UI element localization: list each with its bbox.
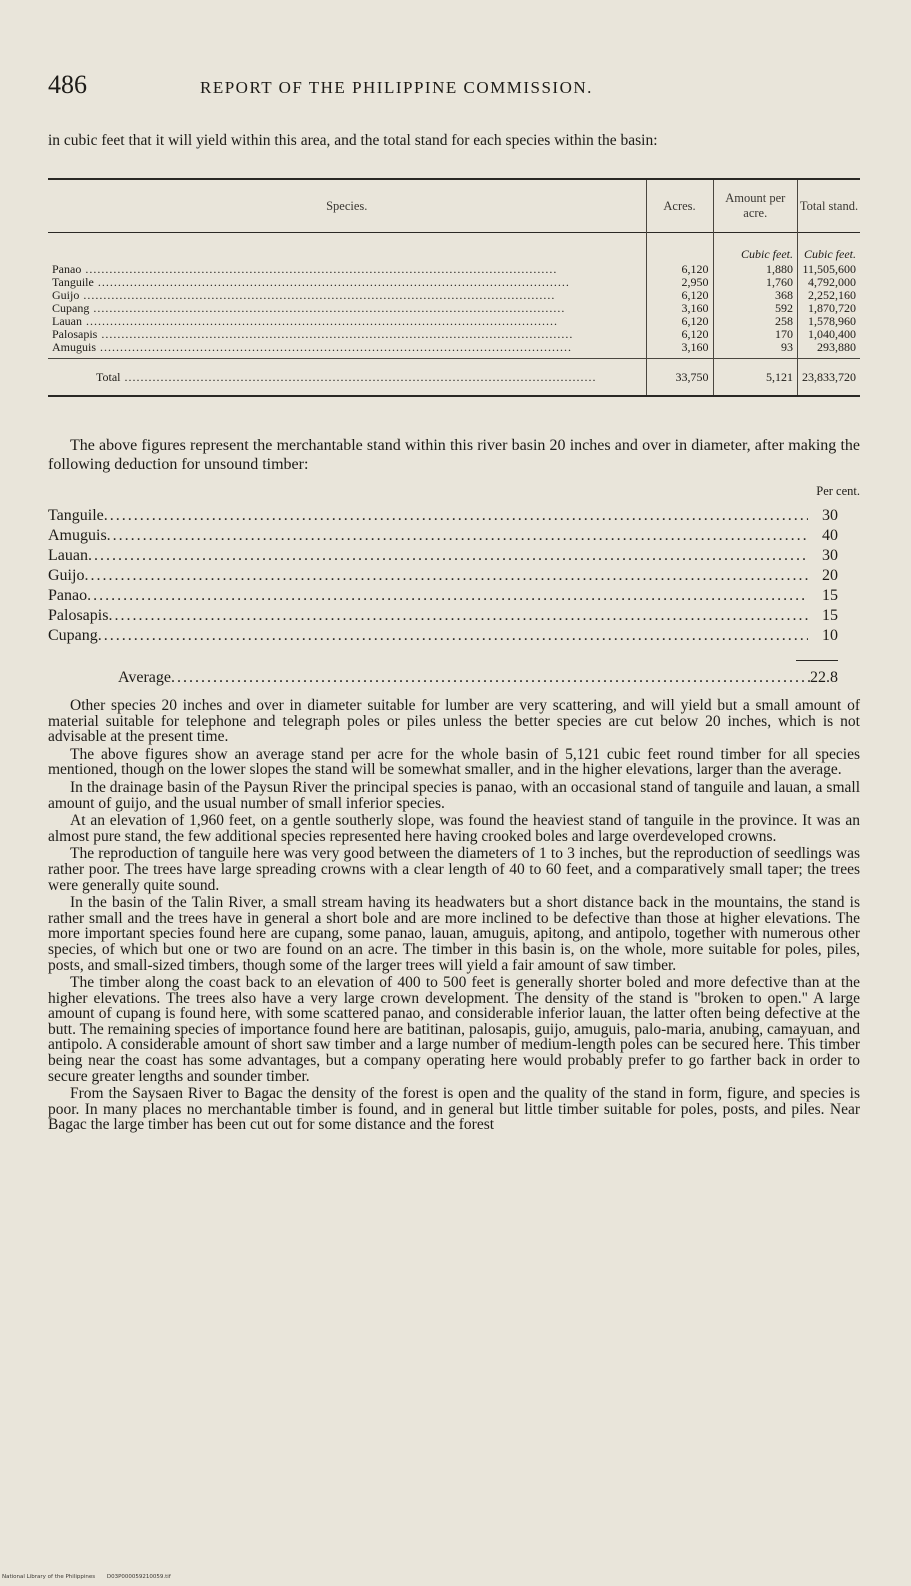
amount-cell: 1,880 — [713, 263, 797, 276]
total-cell: 1,578,960 — [798, 315, 861, 328]
unit-amount: Cubic feet. — [713, 233, 797, 264]
page-header — [48, 70, 860, 106]
deduction-species: Cupang — [48, 627, 98, 644]
total-acres: 33,750 — [646, 359, 713, 397]
total-cell: 2,252,160 — [798, 289, 861, 302]
deduction-percent: 40 — [822, 527, 838, 544]
body-paragraph: In the basin of the Talin River, a small stream having its headwaters but a short distance back in the mountains, the stand is rather small and the trees have in general a short bole and are more inclined to be defective than those at higher elevations. The more important species found here are cupang, some panao, lauan, amuguis, apitong, and antipolo, together with numerous other species, of which but one or two are found on an acre. The timber in this basin is, on the whole, more suitable for poles, piles, posts, and small-sized timbers, though some of the larger trees will yield a fair amount of saw timber. — [48, 894, 860, 974]
table-row — [48, 263, 860, 276]
amount-cell: 592 — [713, 302, 797, 315]
species-cell: Palosapis ..... — [48, 328, 646, 341]
average-rule — [796, 660, 838, 661]
amount-cell: 368 — [713, 289, 797, 302]
percent-column-header: Per cent. — [816, 484, 860, 498]
average-label: Average — [118, 669, 171, 686]
table-row — [48, 289, 860, 302]
body-paragraph: The timber along the coast back to an elevation of 400 to 500 feet is generally shorter boled and more defective than at the higher elevations. The trees also have a very large crown development. The density of the stand is "broken to open." A large amount of cupang is found here, with some scattered panao, and considerable inferior lauan, the latter often being defective at the butt. The remaining species of importance found here are batitinan, palosapis, guijo, amuguis, palo-maria, anubing, camayuan, and antipolo. A considerable amount of short saw timber and a large number of medium-length poles can be secured here. This timber being near the coast has some advantages, but a company operating here would probably prefer to go farther back in order to secure greater lengths and sounder timber. — [48, 974, 860, 1085]
body-text — [48, 698, 860, 1135]
deduction-item — [48, 546, 838, 566]
body-paragraph: The reproduction of tanguile here was very good between the diameters of 1 to 3 inches, but the reproduction of seedlings was rather poor. The trees have large spreading crowns with a clear length of 40 to 60 feet, and a comparatively small taper; the trees were generally quite sound. — [48, 845, 860, 894]
footer-library: National Library of the Philippines — [2, 1574, 96, 1580]
acres-cell: 3,160 — [646, 302, 713, 315]
species-cell: Guijo ..... — [48, 289, 646, 302]
deduction-item — [48, 566, 838, 586]
acres-cell: 3,160 — [646, 341, 713, 359]
deduction-percent: 30 — [822, 507, 838, 524]
deduction-percent: 30 — [822, 547, 838, 564]
table-row — [48, 315, 860, 328]
table-row — [48, 302, 860, 315]
body-paragraph: In the drainage basin of the Paysun River the principal species is panao, with an occasional stand of tanguile and lauan, a small amount of guijo, and the usual number of small inferior species. — [48, 778, 860, 812]
deduction-intro-paragraph: The above figures represent the merchantable stand within this river basin 20 inches and over in diameter, after making the following deduction for unsound timber: — [48, 437, 860, 473]
header-total: Total stand. — [798, 179, 861, 233]
total-stand: 23,833,720 — [798, 359, 861, 397]
body-paragraph: The above figures show an average stand per acre for the whole basin of 5,121 cubic feet round timber for all species mentioned, though on the lower slopes the stand will be somewhat smaller, and in the higher elevations, larger than the average. — [48, 745, 860, 779]
amount-cell: 170 — [713, 328, 797, 341]
species-stand-table — [48, 178, 860, 397]
body-paragraph: From the Saysaen River to Bagac the density of the forest is open and the quality of the stand in form, figure, and species is poor. In many places no merchantable timber is found, and in general but little timber suitable for poles, posts, and piles. Near Bagac the large timber has been cut out for some distance and the forest — [48, 1085, 860, 1134]
amount-cell: 93 — [713, 341, 797, 359]
species-cell: Lauan ..... — [48, 315, 646, 328]
species-cell: Cupang ..... — [48, 302, 646, 315]
deduction-species: Amuguis — [48, 527, 107, 544]
header-acres: Acres. — [646, 179, 713, 233]
total-cell: 1,870,720 — [798, 302, 861, 315]
acres-cell: 2,950 — [646, 276, 713, 289]
deduction-species: Lauan — [48, 547, 88, 564]
deduction-item — [48, 586, 838, 606]
header-amount: Amount per acre. — [713, 179, 797, 233]
deduction-percent: 15 — [822, 587, 838, 604]
deduction-species: Palosapis — [48, 607, 109, 624]
deduction-species: Panao — [48, 587, 88, 604]
total-cell: 1,040,400 — [798, 328, 861, 341]
header-species: Species. — [326, 198, 368, 213]
total-cell: 293,880 — [798, 341, 861, 359]
acres-cell: 6,120 — [646, 289, 713, 302]
total-label: Total ..... — [48, 359, 646, 397]
species-cell: Panao ..... — [48, 263, 646, 276]
species-cell: Amuguis ..... — [48, 341, 646, 359]
footer-code: D03P000059210059.tif — [106, 1574, 171, 1580]
amount-cell: 1,760 — [713, 276, 797, 289]
acres-cell: 6,120 — [646, 263, 713, 276]
deduction-percent: 10 — [822, 627, 838, 644]
body-paragraph: At an elevation of 1,960 feet, on a gentle southerly slope, was found the heaviest stand of tanguile in the province. It was an almost pure stand, the few additional species represented here having crooked boles and large overdeveloped crowns. — [48, 812, 860, 845]
unit-total: Cubic feet. — [798, 233, 861, 264]
units-row — [48, 233, 860, 264]
deduction-species: Tanguile — [48, 507, 104, 524]
species-cell: Tanguile ..... — [48, 276, 646, 289]
deduction-list — [48, 506, 838, 646]
intro-text: in cubic feet that it will yield within this area, and the total stand for each species within the basin: — [48, 132, 658, 149]
table-row — [48, 276, 860, 289]
page-number: 486 — [48, 70, 87, 99]
deduction-item — [48, 526, 838, 546]
deduction-percent: 20 — [822, 567, 838, 584]
table-row — [48, 341, 860, 359]
deduction-item — [48, 506, 838, 526]
running-title: REPORT OF THE PHILIPPINE COMMISSION. — [200, 78, 593, 97]
average-row — [118, 668, 838, 688]
acres-cell: 6,120 — [646, 328, 713, 341]
scan-footer — [2, 1574, 181, 1580]
deduction-species: Guijo — [48, 567, 85, 584]
deduction-percent: 15 — [822, 607, 838, 624]
deduction-item — [48, 606, 838, 626]
amount-cell: 258 — [713, 315, 797, 328]
deduction-item — [48, 626, 838, 646]
total-amount: 5,121 — [713, 359, 797, 397]
total-cell: 4,792,000 — [798, 276, 861, 289]
table-total-row — [48, 359, 860, 397]
body-paragraph: Other species 20 inches and over in diameter suitable for lumber are very scattering, and will yield but a small amount of material suitable for telephone and telegraph poles or piles unless the better species are cut below 20 inches, which is not advisable at the present time. — [48, 697, 860, 746]
average-value: 22.8 — [810, 669, 838, 686]
total-cell: 11,505,600 — [798, 263, 861, 276]
acres-cell: 6,120 — [646, 315, 713, 328]
table-header-row — [48, 179, 860, 233]
table-row — [48, 328, 860, 341]
